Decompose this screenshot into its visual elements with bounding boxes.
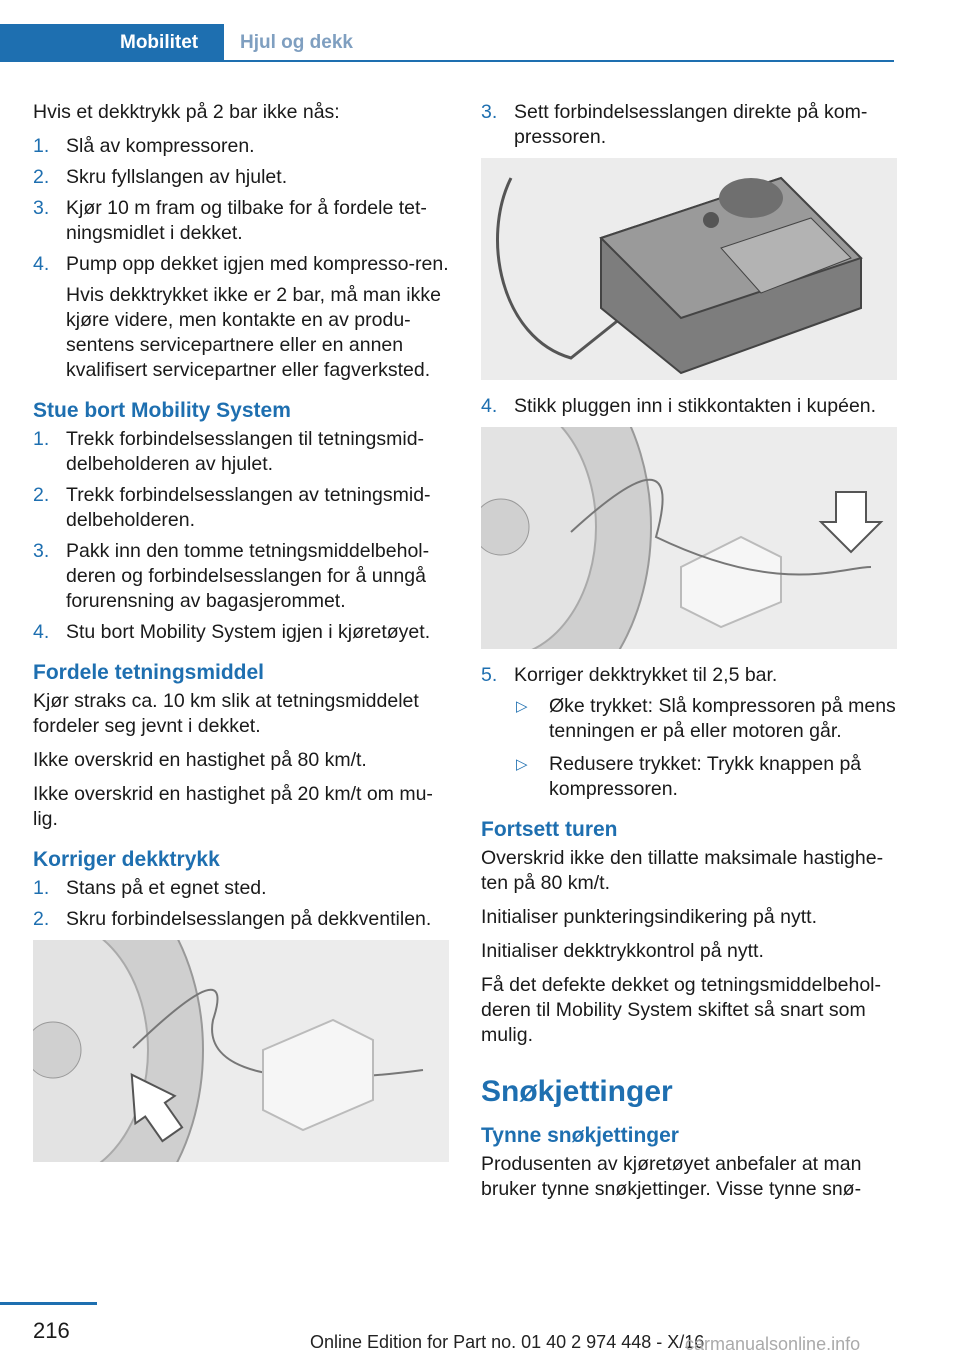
step-text: Slå av kompressoren. — [66, 135, 255, 157]
bullet-item — [514, 694, 899, 744]
step-text: Stans på et egnet sted. — [66, 877, 267, 899]
step-number: 3. — [33, 197, 50, 219]
list-item — [33, 539, 451, 614]
distribute-text-1: Kjør straks ca. 10 km slik at tetningsmiddelet fordeler seg jevnt i dekket. — [33, 690, 419, 737]
edition-text: Online Edition for Part no. 01 40 2 974 448 - X/16 — [310, 1332, 705, 1352]
distribute-text-2: Ikke overskrid en hastighet på 80 km/t. — [33, 749, 367, 771]
watermark: carmanualsonline.info — [685, 1334, 861, 1354]
page-number: 216 — [33, 1318, 70, 1343]
step-text: Stu bort Mobility System igjen i kjøretøyet. — [66, 621, 431, 643]
illustration-hose-on-valve — [33, 940, 449, 1162]
bullet-text: Redusere trykket: Trykk knappen på kompressoren. — [549, 753, 862, 800]
steps-plug — [481, 394, 899, 419]
list-item — [33, 483, 451, 533]
list-item — [33, 427, 451, 477]
step-number: 2. — [33, 908, 50, 930]
tab-mobilitet[interactable]: Mobilitet — [0, 24, 224, 62]
footer-rule — [0, 1302, 97, 1305]
step-text: Trekk forbindelsesslangen til tetningsmid‐delbeholderen av hjulet. — [66, 428, 425, 475]
tab-hjul-og-dekk[interactable]: Hjul og dekk — [240, 32, 353, 53]
distribute-text-3: Ikke overskrid en hastighet på 20 km/t om mu‐lig. — [33, 783, 433, 830]
chapter-tabs — [0, 24, 894, 62]
steps-compressor — [481, 100, 899, 150]
steps-not-reached — [33, 134, 451, 383]
list-item — [481, 394, 899, 419]
step-number: 3. — [33, 540, 50, 562]
steps-stow — [33, 427, 451, 645]
step-number: 4. — [33, 253, 50, 275]
triangle-bullet-icon: ▷ — [516, 756, 528, 773]
thin-chains-text: Produsenten av kjøretøyet anbefaler at man bruker tynne snøkjettinger. Visse tynne snø‐ — [481, 1153, 862, 1200]
left-column — [33, 100, 451, 1176]
step-text: Sett forbindelsesslangen direkte på kom‐pressoren. — [514, 101, 868, 148]
heading-continue: Fortsett turen — [481, 818, 618, 841]
step-number: 1. — [33, 877, 50, 899]
heading-snow-chains: Snøkjettinger — [481, 1075, 673, 1108]
step-number: 1. — [33, 428, 50, 450]
list-item — [33, 252, 451, 383]
step-note: Hvis dekktrykket ikke er 2 bar, må man ikke kjøre videre, men kontakte en av produ‐sentens servicepartnere eller en annen kvalifisert servicepartner eller fagverksted. — [66, 284, 441, 381]
step-number: 1. — [33, 135, 50, 157]
continue-text-2: Initialiser punkteringsindikering på nytt. — [481, 906, 818, 928]
adjust-bullets — [514, 694, 899, 802]
list-item — [33, 620, 451, 645]
list-item — [33, 907, 451, 932]
heading-correct-pressure: Korriger dekktrykk — [33, 848, 220, 871]
heading-thin-chains: Tynne snøkjettinger — [481, 1124, 679, 1147]
step-text: Skru forbindelsesslangen på dekkventilen. — [66, 908, 432, 930]
steps-correct — [33, 876, 451, 932]
step-number: 5. — [481, 664, 498, 686]
continue-text-3: Initialiser dekktrykkontrol på nytt. — [481, 940, 764, 962]
list-item — [33, 134, 451, 159]
continue-text-4: Få det defekte dekket og tetningsmiddelbehol‐deren til Mobility System skiftet så snart som mulig. — [481, 974, 882, 1046]
continue-text-1: Overskrid ikke den tillatte maksimale hastighe‐ten på 80 km/t. — [481, 847, 884, 894]
bullet-text: Øke trykket: Slå kompressoren på mens tenningen er på eller motoren går. — [549, 695, 896, 742]
list-item — [33, 165, 451, 190]
step-text: Skru fyllslangen av hjulet. — [66, 166, 288, 188]
heading-distribute: Fordele tetningsmiddel — [33, 661, 265, 684]
step-text: Trekk forbindelsesslangen av tetningsmid‐delbeholderen. — [66, 484, 431, 531]
intro-text: Hvis et dekktrykk på 2 bar ikke nås: — [33, 101, 340, 123]
triangle-bullet-icon: ▷ — [516, 698, 528, 715]
step-text: Korriger dekktrykket til 2,5 bar. — [514, 664, 778, 686]
step-text: Pakk inn den tomme tetningsmiddelbehol‐deren og forbindelsesslangen for å unngå forurensning av bagasjerommet. — [66, 540, 430, 612]
header-rule — [224, 60, 894, 62]
list-item — [33, 196, 451, 246]
bullet-item — [514, 752, 899, 802]
list-item — [481, 663, 899, 802]
step-number: 4. — [33, 621, 50, 643]
step-text: Kjør 10 m fram og tilbake for å fordele tet‐ningsmidlet i dekket. — [66, 197, 427, 244]
step-number: 4. — [481, 395, 498, 417]
step-number: 3. — [481, 101, 498, 123]
steps-adjust — [481, 663, 899, 802]
list-item — [33, 876, 451, 901]
right-column — [481, 100, 899, 1211]
illustration-compressor-hose — [481, 158, 897, 380]
heading-stow: Stue bort Mobility System — [33, 399, 291, 422]
step-number: 2. — [33, 166, 50, 188]
step-text: Stikk pluggen inn i stikkontakten i kupéen. — [514, 395, 877, 417]
step-text: Pump opp dekket igjen med kompresso‐ren. — [66, 253, 449, 275]
step-number: 2. — [33, 484, 50, 506]
illustration-plug-socket — [481, 427, 897, 649]
list-item — [481, 100, 899, 150]
